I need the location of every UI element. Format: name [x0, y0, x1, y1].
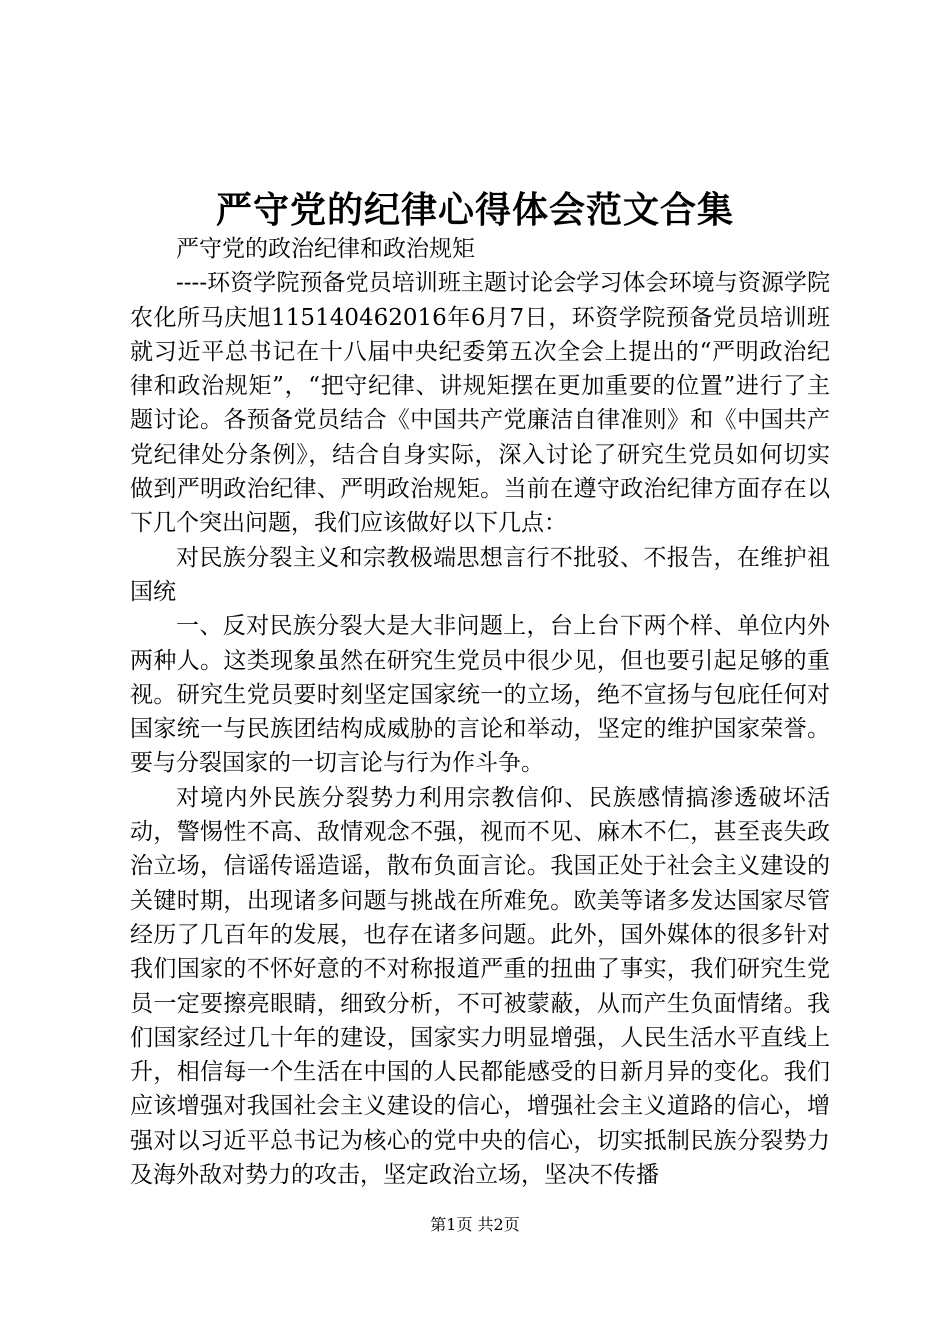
document-body [130, 232, 830, 1192]
paragraph: 一、反对民族分裂大是大非问题上，台上台下两个样、单位内外两种人。这类现象虽然在研究生党员中很少见，但也要引起足够的重视。研究生党员要时刻坚定国家统一的立场，绝不宣扬与包庇任何对国家统一与民族团结构成威胁的言论和举动，坚定的维护国家荣誉。要与分裂国家的一切言论与行为作斗争。 [130, 613, 830, 777]
paragraph: 对民族分裂主义和宗教极端思想言行不批驳、不报告，在维护祖国统 [130, 544, 830, 605]
paragraph: 对境内外民族分裂势力利用宗教信仰、民族感情搞渗透破坏活动，警惕性不高、敌情观念不强，视而不见、麻木不仁，甚至丧失政治立场，信谣传谣造谣，散布负面言论。我国正处于社会主义建设的关键时期，出现诸多问题与挑战在所难免。欧美等诸多发达国家尽管经历了几百年的发展，也存在诸多问题。此外，国外媒体的很多针对我们国家的不怀好意的不对称报道严重的扭曲了事实，我们研究生党员一定要擦亮眼睛，细致分析，不可被蒙蔽，从而产生负面情绪。我们国家经过几十年的建设，国家实力明显增强，人民生活水平直线上升，相信每一个生活在中国的人民都能感受的日新月异的变化。我们应该增强对我国社会主义建设的信心，增强社会主义道路的信心，增强对以习近平总书记为核心的党中央的信心，切实抵制民族分裂势力及海外敌对势力的攻击，坚定政治立场，坚决不传播 [130, 784, 830, 1189]
page-footer: 第1页 共2页 [430, 1215, 520, 1234]
paragraph-subtitle: 严守党的政治纪律和政治规矩 [176, 236, 475, 262]
paragraph: ----环资学院预备党员培训班主题讨论会学习体会环境与资源学院农化所马庆旭115140462016年6月7日，环资学院预备党员培训班就习近平总书记在十八届中央纪委第五次全会上提出的“严明政治纪律和政治规矩”，“把守纪律、讲规矩摆在更加重要的位置”进行了主题讨论。各预备党员结合《中国共产党廉洁自律准则》和《中国共产党纪律处分条例》，结合自身实际，深入讨论了研究生党员如何切实做到严明政治纪律、严明政治规矩。当前在遵守政治纪律方面存在以下几个突出问题，我们应该做好以下几点： [130, 270, 830, 537]
document-title: 严守党的纪律心得体会范文合集 [215, 189, 734, 231]
